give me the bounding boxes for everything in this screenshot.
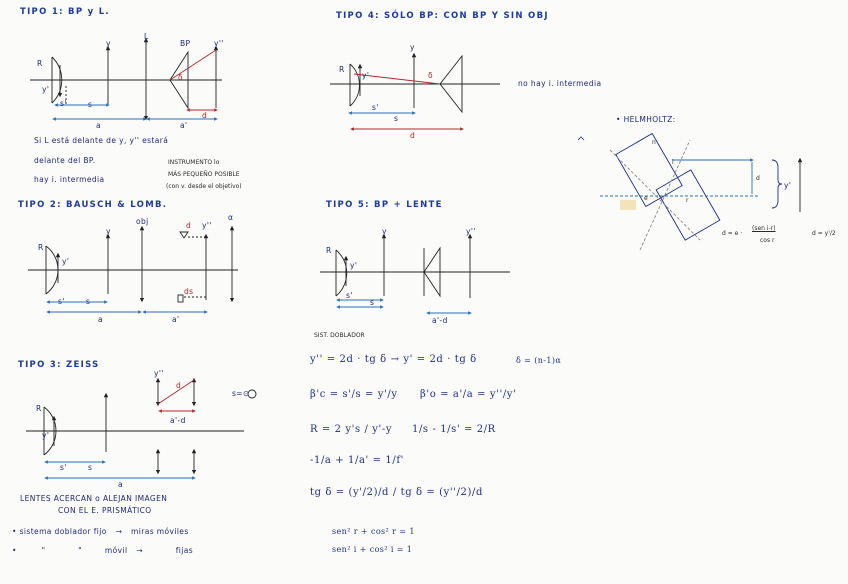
tipo1-label-s: s (88, 100, 93, 109)
tipo4-label-r: R (339, 65, 345, 74)
tipo1-instr-1: INSTRUMENTO lo (168, 159, 220, 166)
tipo3-label-yp: y' (42, 431, 50, 440)
tipo1-note-2: delante del BP. (34, 156, 96, 165)
tipo3-label-aprime-d: a'-d (170, 416, 186, 425)
tipo2-title: TIPO 2: BAUSCH & LOMB. (18, 200, 168, 210)
eq-5: tg δ = (y'/2)/d / tg δ = (y''/2)/d (310, 487, 483, 498)
tipo2-label-y: y (106, 227, 111, 236)
bullet-2-text-a: móvil (104, 546, 128, 555)
tipo1-note-3: hay i. intermedia (34, 175, 105, 184)
eq-3b: 1/s - 1/s' = 2/R (412, 424, 496, 435)
tipo3-note-1: LENTES ACERCAN o ALEJAN IMAGEN (20, 494, 168, 503)
eq-1b: δ = (n-1)α (516, 356, 562, 365)
bullet-2-text-b: fijas (175, 546, 194, 555)
tipo2-label-a: a (98, 315, 103, 324)
tipo2-label-ds: ds (184, 287, 194, 296)
tipo5-label-sprime: s' (346, 291, 353, 300)
tipo1-label-y2: y'' (214, 39, 224, 48)
tipo1-label-r: R (37, 59, 43, 68)
helmholtz-label-n: n (652, 139, 656, 146)
tipo1-label-aprime: a' (180, 121, 188, 130)
eq-2b: β'o = a'/a = y''/y' (420, 389, 517, 400)
tipo1-label-delta: δ (178, 73, 183, 82)
tipo5-label-yp: y' (350, 261, 358, 270)
tipo1-instr-2: MÁS PEQUEÑO POSIBLE (168, 171, 240, 178)
tipo1-label-l: L (144, 32, 149, 41)
tipo3-label-r: R (36, 404, 42, 413)
tipo1-label-d: d (202, 111, 208, 120)
tipo2-label-sprime: s' (58, 297, 65, 306)
tipo2-label-d: d (186, 221, 192, 230)
eq-doblador-label: SIST. DOBLADOR (314, 332, 365, 339)
tipo1-label-yp: y' (42, 85, 50, 94)
tipo3-label-s: s (88, 463, 93, 472)
tipo5-label-r: R (326, 246, 332, 255)
tipo2-label-alpha: α (228, 213, 234, 222)
tipo5-label-y2: y'' (466, 227, 476, 236)
tipo3-label-sprime: s' (60, 463, 67, 472)
helmholtz-label-r: r (686, 197, 689, 204)
tipo3-label-s0: s=⊙ (232, 389, 250, 398)
tipo5-label-s: s (370, 298, 375, 307)
tipo3-bullet-2 (12, 547, 193, 555)
helmholtz-label-i: i (672, 159, 674, 166)
eq-6: sen² r + cos² r = 1 (332, 527, 415, 536)
tipo1-label-y: y (106, 39, 111, 48)
tipo2-label-s: s (86, 297, 91, 306)
helmholtz-formula-den: cos r (760, 237, 775, 244)
tipo3-label-d: d (176, 381, 182, 390)
helmholtz-formula-lhs: d = e · (722, 230, 743, 237)
helmholtz-label-e: e (644, 195, 648, 202)
tipo5-label-aprime-d: a'-d (432, 316, 448, 325)
tipo1-label-a: a (96, 121, 101, 130)
bullet-dot: • (12, 546, 20, 555)
helmholtz-label-d: d (756, 175, 760, 182)
tipo3-label-y2: y'' (154, 369, 164, 378)
tipo3-label-a: a (118, 480, 123, 489)
eq-3a: R = 2 y's / y'-y (310, 424, 393, 435)
helmholtz-diagram (600, 134, 800, 250)
eq-1: y'' = 2d · tg δ → y' = 2d · tg δ (310, 354, 477, 365)
tipo4-label-delta: δ (428, 71, 433, 80)
eq-7: sen² i + cos² i = 1 (332, 545, 413, 554)
bullet-1-text-b: miras móviles (131, 527, 189, 536)
tipo1-label-bp: BP (180, 39, 191, 48)
tipo5-diagram (320, 236, 510, 313)
tipo2-label-aprime: a' (172, 315, 180, 324)
helmholtz-label-yp: y' (784, 181, 792, 190)
helmholtz-formula-num: (sen i-r) (752, 225, 776, 232)
tipo4-label-d: d (410, 131, 416, 140)
helmholtz-formula-y: d = y'/2 (812, 230, 836, 237)
tipo2-label-yp: y' (62, 257, 70, 266)
bullet-1-arrow: → (115, 527, 123, 536)
tipo5-label-y: y (382, 227, 387, 236)
tipo4-label-yp: y' (362, 71, 370, 80)
tipo1-diagram (30, 40, 222, 119)
tipo2-label-r: R (38, 243, 44, 252)
tipo1-title: TIPO 1: BP y L. (20, 7, 110, 17)
helmholtz-title: • HELMHOLTZ: (616, 115, 676, 124)
tipo5-title: TIPO 5: BP + LENTE (326, 200, 443, 210)
bullet-1-text-a: sistema doblador fijo (19, 527, 107, 536)
tipo1-note-1: Si L está delante de y, y'' estará (34, 136, 169, 145)
bullet-2-ditto-a: " (41, 546, 46, 555)
eq-4: -1/a + 1/a' = 1/f' (310, 455, 404, 466)
tipo2-label-y2: y'' (202, 221, 212, 230)
tipo4-note: no hay i. intermedia (518, 79, 602, 88)
tipo1-instr-3: (con v. desde el objetivo) (166, 183, 242, 190)
tipo1-label-sprime: s' (60, 99, 67, 108)
tipo3-note-2: CON EL E. PRISMÁTICO (58, 506, 152, 515)
tipo4-diagram (330, 55, 500, 129)
eq-2a: β'c = s'/s = y'/y (310, 389, 398, 400)
tipo4-label-sprime: s' (372, 103, 379, 112)
tipo2-label-obj: obj (136, 217, 149, 226)
tipo3-title: TIPO 3: ZEISS (18, 360, 100, 370)
bullet-2-arrow: → (136, 546, 143, 555)
bullet-2-ditto-b: " (78, 546, 83, 555)
pen-mark (578, 137, 584, 140)
tipo4-label-s: s (394, 114, 399, 123)
tipo4-label-y: y (410, 43, 415, 52)
tipo4-title: TIPO 4: SÓLO BP: CON BP Y SIN OBJ (336, 11, 549, 21)
bullet-dot: • (12, 527, 20, 536)
tipo3-bullet-1 (12, 528, 189, 536)
